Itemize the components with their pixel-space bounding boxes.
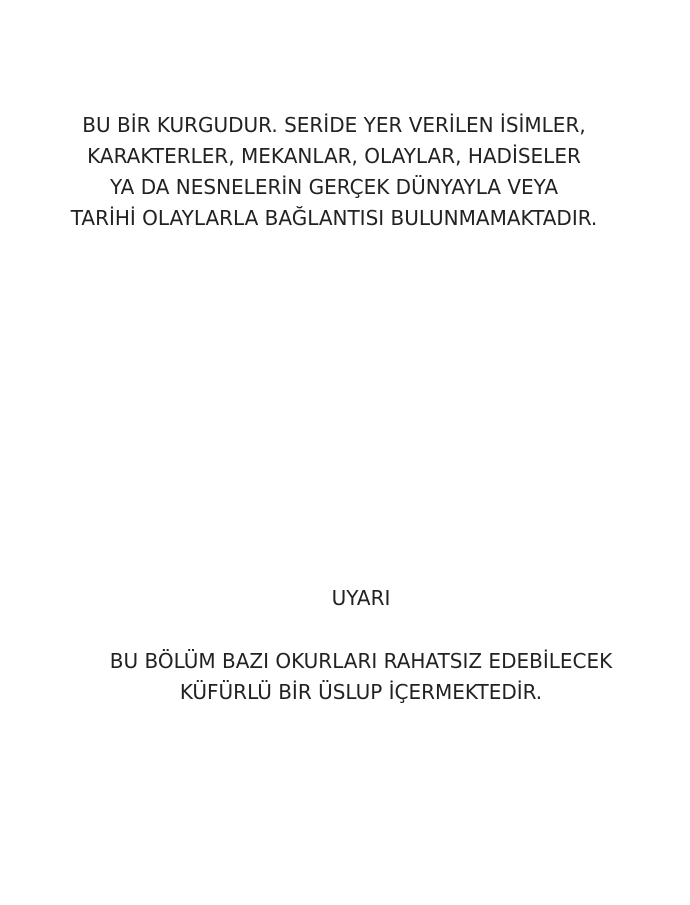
warning-text (0, 646, 690, 708)
warning-line: KÜFÜRLÜ BİR ÜSLUP İÇERMEKTEDİR. (179, 680, 543, 704)
disclaimer-line: KARAKTERLER, MEKANLAR, OLAYLAR, HADİSELER (87, 144, 581, 168)
disclaimer-line: YA DA NESNELERİN GERÇEK DÜNYAYLA VEYA (110, 175, 558, 199)
warning-heading: UYARI (331, 586, 391, 610)
disclaimer-line: TARİHİ OLAYLARLA BAĞLANTISI BULUNMAMAKTADIR. (70, 206, 598, 230)
disclaimer-line: BU BİR KURGUDUR. SERİDE YER VERİLEN İSİMLER, (82, 113, 586, 137)
disclaimer-text (0, 110, 668, 234)
warning-line: BU BÖLÜM BAZI OKURLARI RAHATSIZ EDEBİLECEK (109, 649, 613, 673)
warning-title (0, 583, 690, 614)
